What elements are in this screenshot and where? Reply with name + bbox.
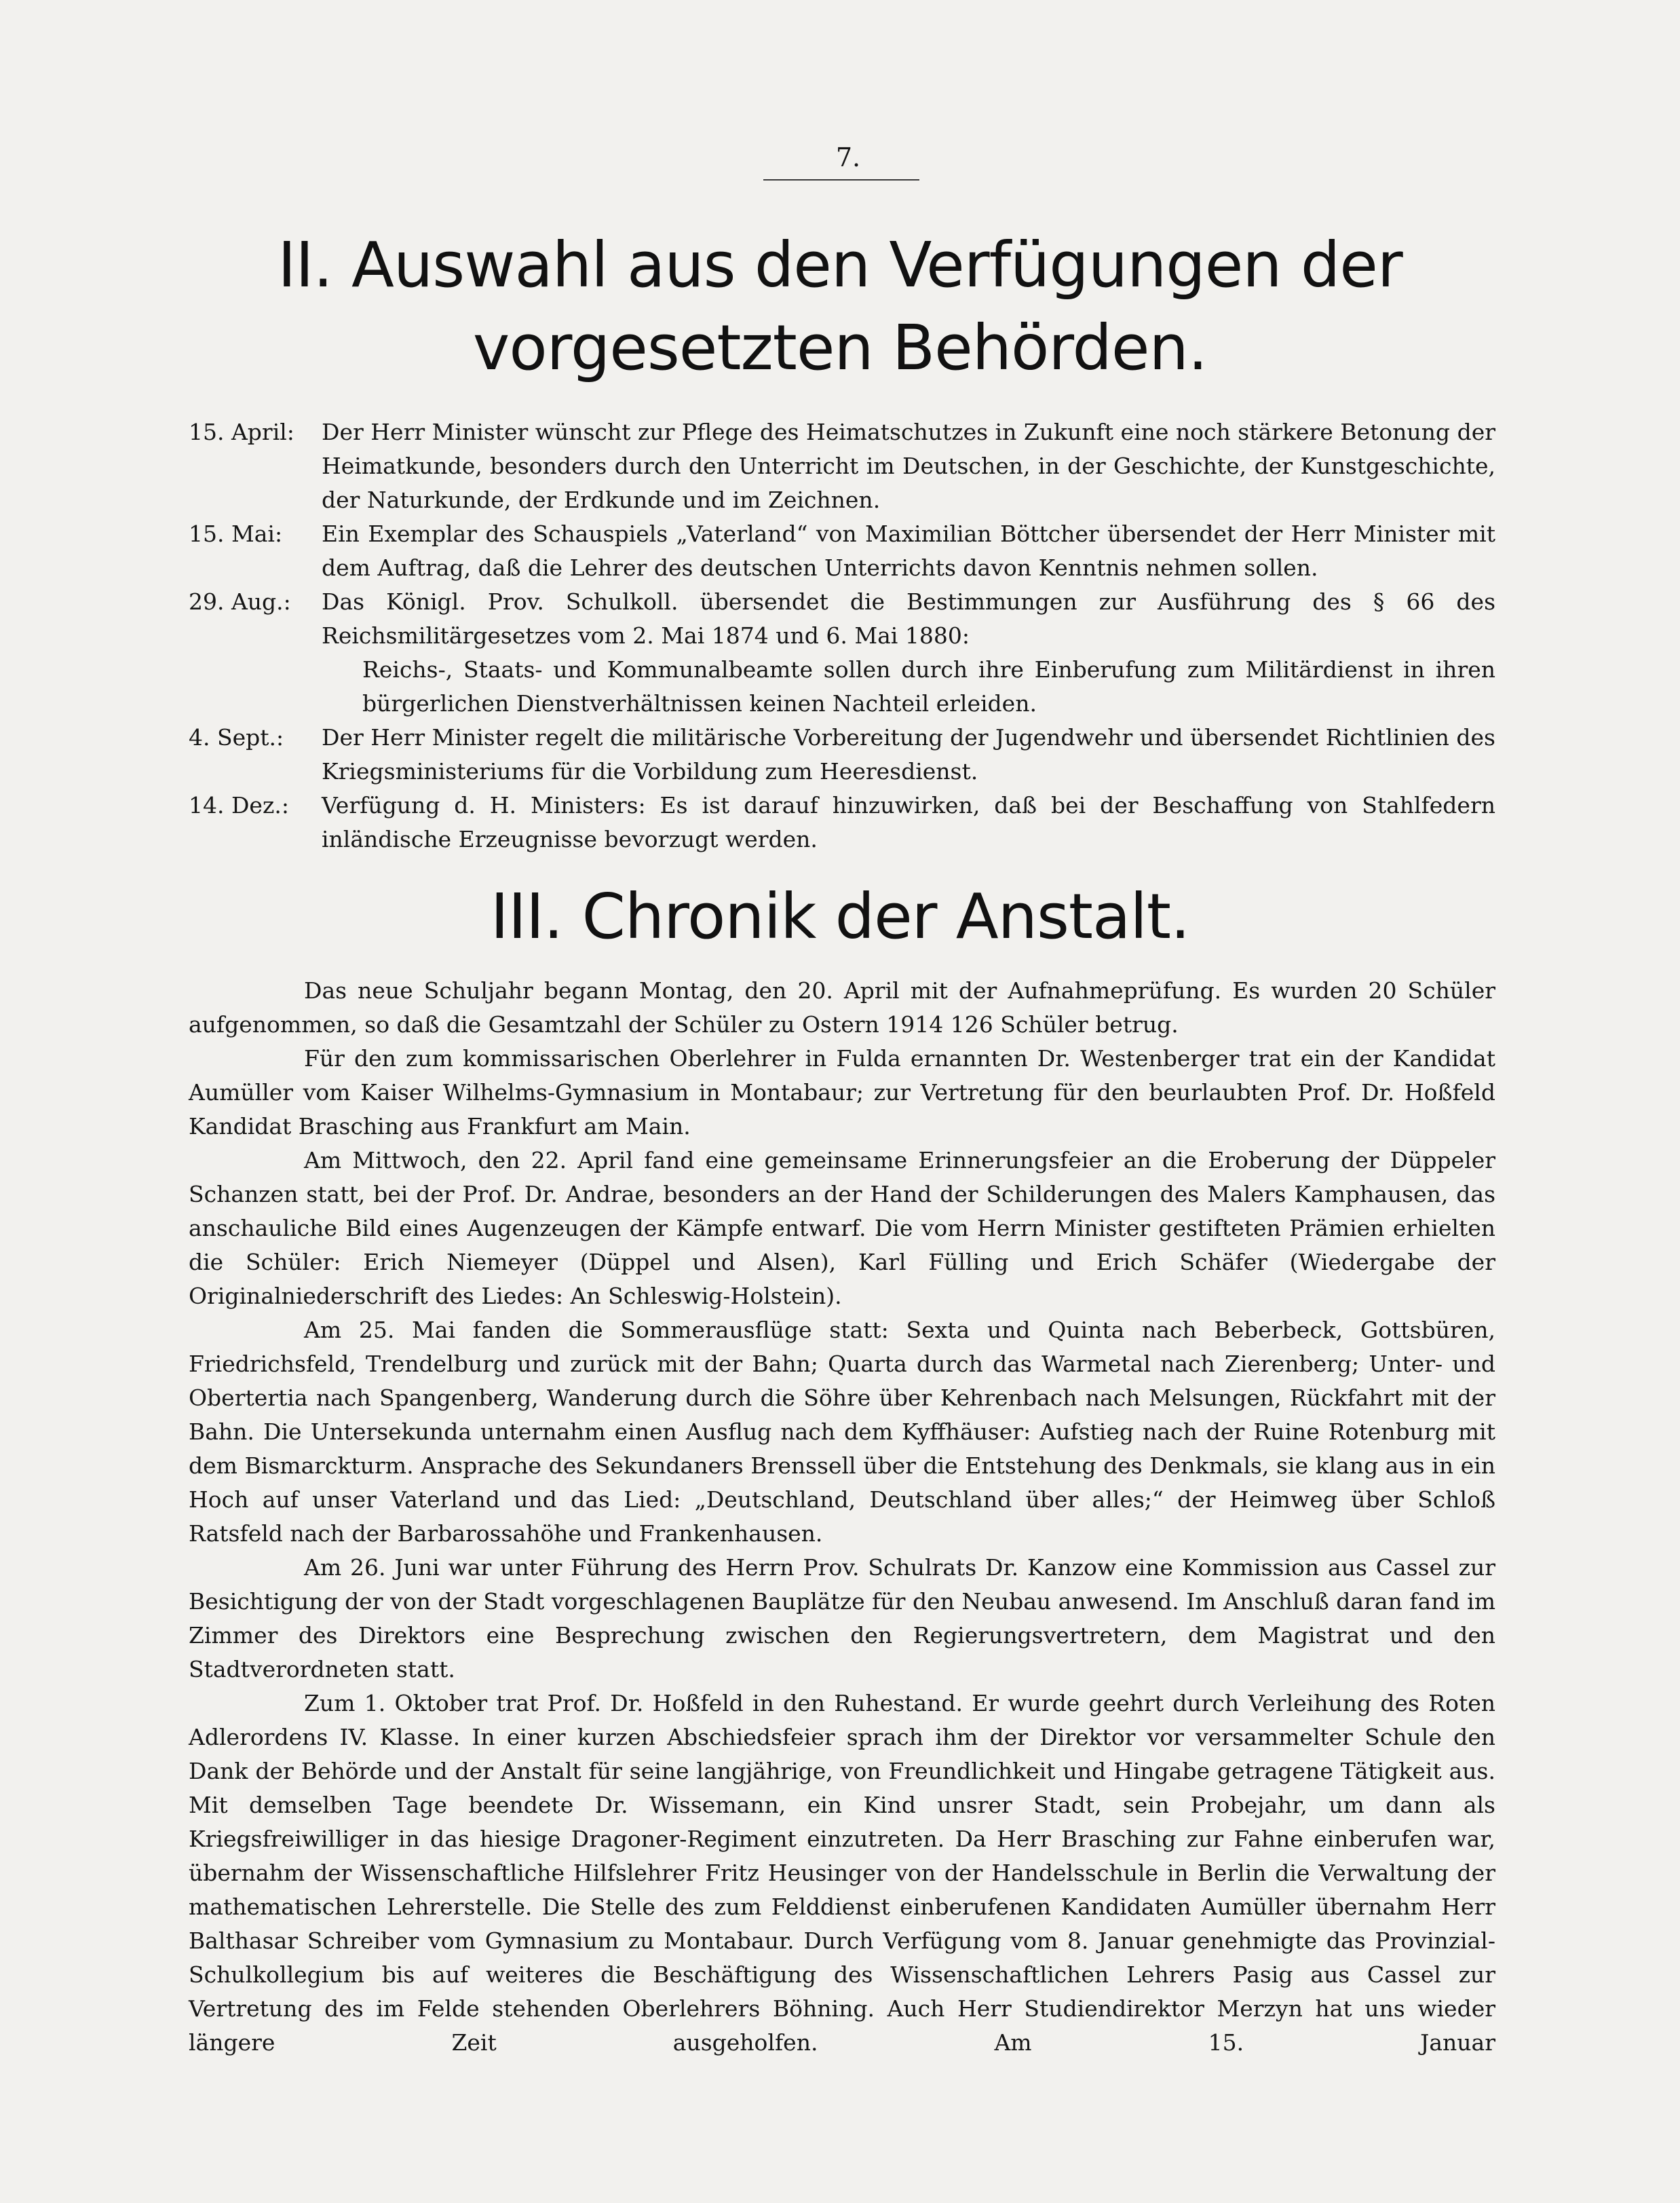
chronicle-paragraph: Das neue Schuljahr begann Montag, den 20. April mit der Aufnahmeprüfung. Es wurden 20 Schüler aufgenommen, so daß die Gesamtzahl der Schüler zu Ostern 1914 126 Schüler betrug. — [189, 977, 1495, 1038]
order-date: 29. Aug.: — [189, 588, 291, 615]
order-subtext: Reichs-, Staats- und Kommunalbeamte sollen durch ihre Einberufung zum Militärdienst in ihren bürgerlichen Dienstverhältnissen keinen Nachteil erleiden. — [362, 656, 1495, 717]
order-date: 15. April: — [189, 419, 294, 445]
section-heading-chronicle: III. Chronik der Anstalt. — [490, 880, 1190, 953]
order-text: Der Herr Minister wünscht zur Pflege des Heimatschutzes in Zukunft eine noch stärkere Betonung der Heimatkunde, besonders durch den Unterricht im Deutschen, in der Geschichte, der Kunstgeschichte, der Naturkunde, der Erdkunde und im Zeichnen. — [322, 419, 1495, 513]
order-item — [189, 517, 1495, 585]
order-item — [189, 789, 1495, 856]
order-date: 15. Mai: — [189, 521, 283, 547]
order-text: Verfügung d. H. Ministers: Es ist darauf hinzuwirken, daß bei der Beschaffung von Stahlfedern inländische Erzeugnisse bevorzugt werden. — [322, 792, 1495, 852]
order-text: Das Königl. Prov. Schulkoll. übersendet die Bestimmungen zur Ausführung des § 66 des Reichsmilitärgesetzes vom 2. Mai 1874 und 6. Mai 1880: — [322, 588, 1495, 649]
heading-line-1: II. Auswahl aus den Verfügungen der — [278, 229, 1402, 301]
order-item — [189, 585, 1495, 721]
order-date: 14. Dez.: — [189, 792, 289, 818]
chronicle-paragraph: Für den zum kommissarischen Oberlehrer in Fulda ernannten Dr. Westenberger trat ein der Kandidat Aumüller vom Kaiser Wilhelms-Gymnasium in Montabaur; zur Vertretung für den beurlaubten Prof. Dr. Hoßfeld Kandidat Brasching aus Frankfurt am Main. — [189, 1045, 1495, 1140]
order-text: Ein Exemplar des Schauspiels „Vaterland“ von Maximilian Böttcher übersendet der Herr Minister mit dem Auftrag, daß die Lehrer des deutschen Unterrichts davon Kenntnis nehmen sollen. — [322, 521, 1495, 581]
orders-list — [189, 415, 1495, 856]
order-item — [189, 415, 1495, 517]
chronicle-paragraph: Am 25. Mai fanden die Sommerausflüge statt: Sexta und Quinta nach Beberbeck, Gottsbüren, Friedrichsfeld, Trendelburg und zurück mit der Bahn; Quarta durch das Warmetal nach Zierenberg; Unter- und Obertertia nach Spangenberg, Wanderung durch die Söhre über Kehrenbach nach Melsungen, Rückfahrt mit der Bahn. Die Untersekunda unternahm einen Ausflug nach dem Kyffhäuser: Aufstieg nach der Ruine Rotenburg mit dem Bismarckturm. Ansprache des Sekundaners Brenssell über die Entstehung des Denkmals, sie klang aus in ein Hoch auf unser Vaterland und das Lied: „Deutschland, Deutschland über alles;“ der Heimweg über Schloß Ratsfeld nach der Barbarossahöhe und Frankenhausen. — [189, 1317, 1495, 1547]
chronicle-paragraph: Am 26. Juni war unter Führung des Herrn Prov. Schulrats Dr. Kanzow eine Kommission aus Cassel zur Besichtigung der von der Stadt vorgeschlagenen Bauplätze für den Neubau anwesend. Im Anschluß daran fand im Zimmer des Direktors eine Besprechung zwischen den Regierungsvertretern, dem Magistrat und den Stadtverordneten statt. — [189, 1554, 1495, 1682]
order-text: Der Herr Minister regelt die militärische Vorbereitung der Jugendwehr und übersendet Richtlinien des Kriegsministeriums für die Vorbildung zum Heeresdienst. — [322, 724, 1495, 785]
chronicle-paragraph: Zum 1. Oktober trat Prof. Dr. Hoßfeld in den Ruhestand. Er wurde geehrt durch Verleihung des Roten Adlerordens IV. Klasse. In einer kurzen Abschiedsfeier sprach ihm der Direktor vor versammelter Schule den Dank der Behörde und der Anstalt für seine langjährige, von Freundlichkeit und Hingabe getragene Tätigkeit aus. Mit demselben Tage beendete Dr. Wissemann, ein Kind unsrer Stadt, sein Probejahr, um dann als Kriegsfreiwilliger in das hiesige Dragoner-Regiment einzutreten. Da Herr Brasching zur Fahne einberufen war, übernahm der Wissenschaftliche Hilfslehrer Fritz Heusinger von der Handelsschule in Berlin die Verwaltung der mathematischen Lehrerstelle. Die Stelle des zum Felddienst einberufenen Kandidaten Aumüller übernahm Herr Balthasar Schreiber vom Gymnasium zu Montabaur. Durch Verfügung vom 8. Januar genehmigte das Provinzial-Schulkollegium bis auf weiteres die Beschäftigung des Wissenschaftlichen Lehrers Pasig aus Cassel zur Vertretung des im Felde stehenden Oberlehrers Böhning. Auch Herr Studiendirektor Merzyn hat uns wieder längere Zeit ausgeholfen. Am 15. Januar — [189, 1690, 1495, 2056]
order-date: 4. Sept.: — [189, 724, 284, 751]
section-heading-orders — [136, 224, 1544, 390]
order-item — [189, 721, 1495, 789]
chronicle-paragraph: Am Mittwoch, den 22. April fand eine gemeinsame Erinnerungsfeier an die Eroberung der Düppeler Schanzen statt, bei der Prof. Dr. Andrae, besonders an der Hand der Schilderungen des Malers Kamphausen, das anschauliche Bild eines Augenzeugen der Kämpfe entwarf. Die vom Herrn Minister gestifteten Prämien erhielten die Schüler: Erich Niemeyer (Düppel und Alsen), Karl Fülling und Erich Schäfer (Wiedergabe der Originalniederschrift des Liedes: An Schleswig-Holstein). — [189, 1147, 1495, 1309]
page-number-rule — [763, 179, 919, 181]
heading-line-2: vorgesetzten Behörden. — [472, 312, 1208, 384]
order-body — [322, 585, 1495, 721]
chronicle-text — [189, 974, 1495, 2060]
page-number: 7. — [835, 143, 861, 172]
